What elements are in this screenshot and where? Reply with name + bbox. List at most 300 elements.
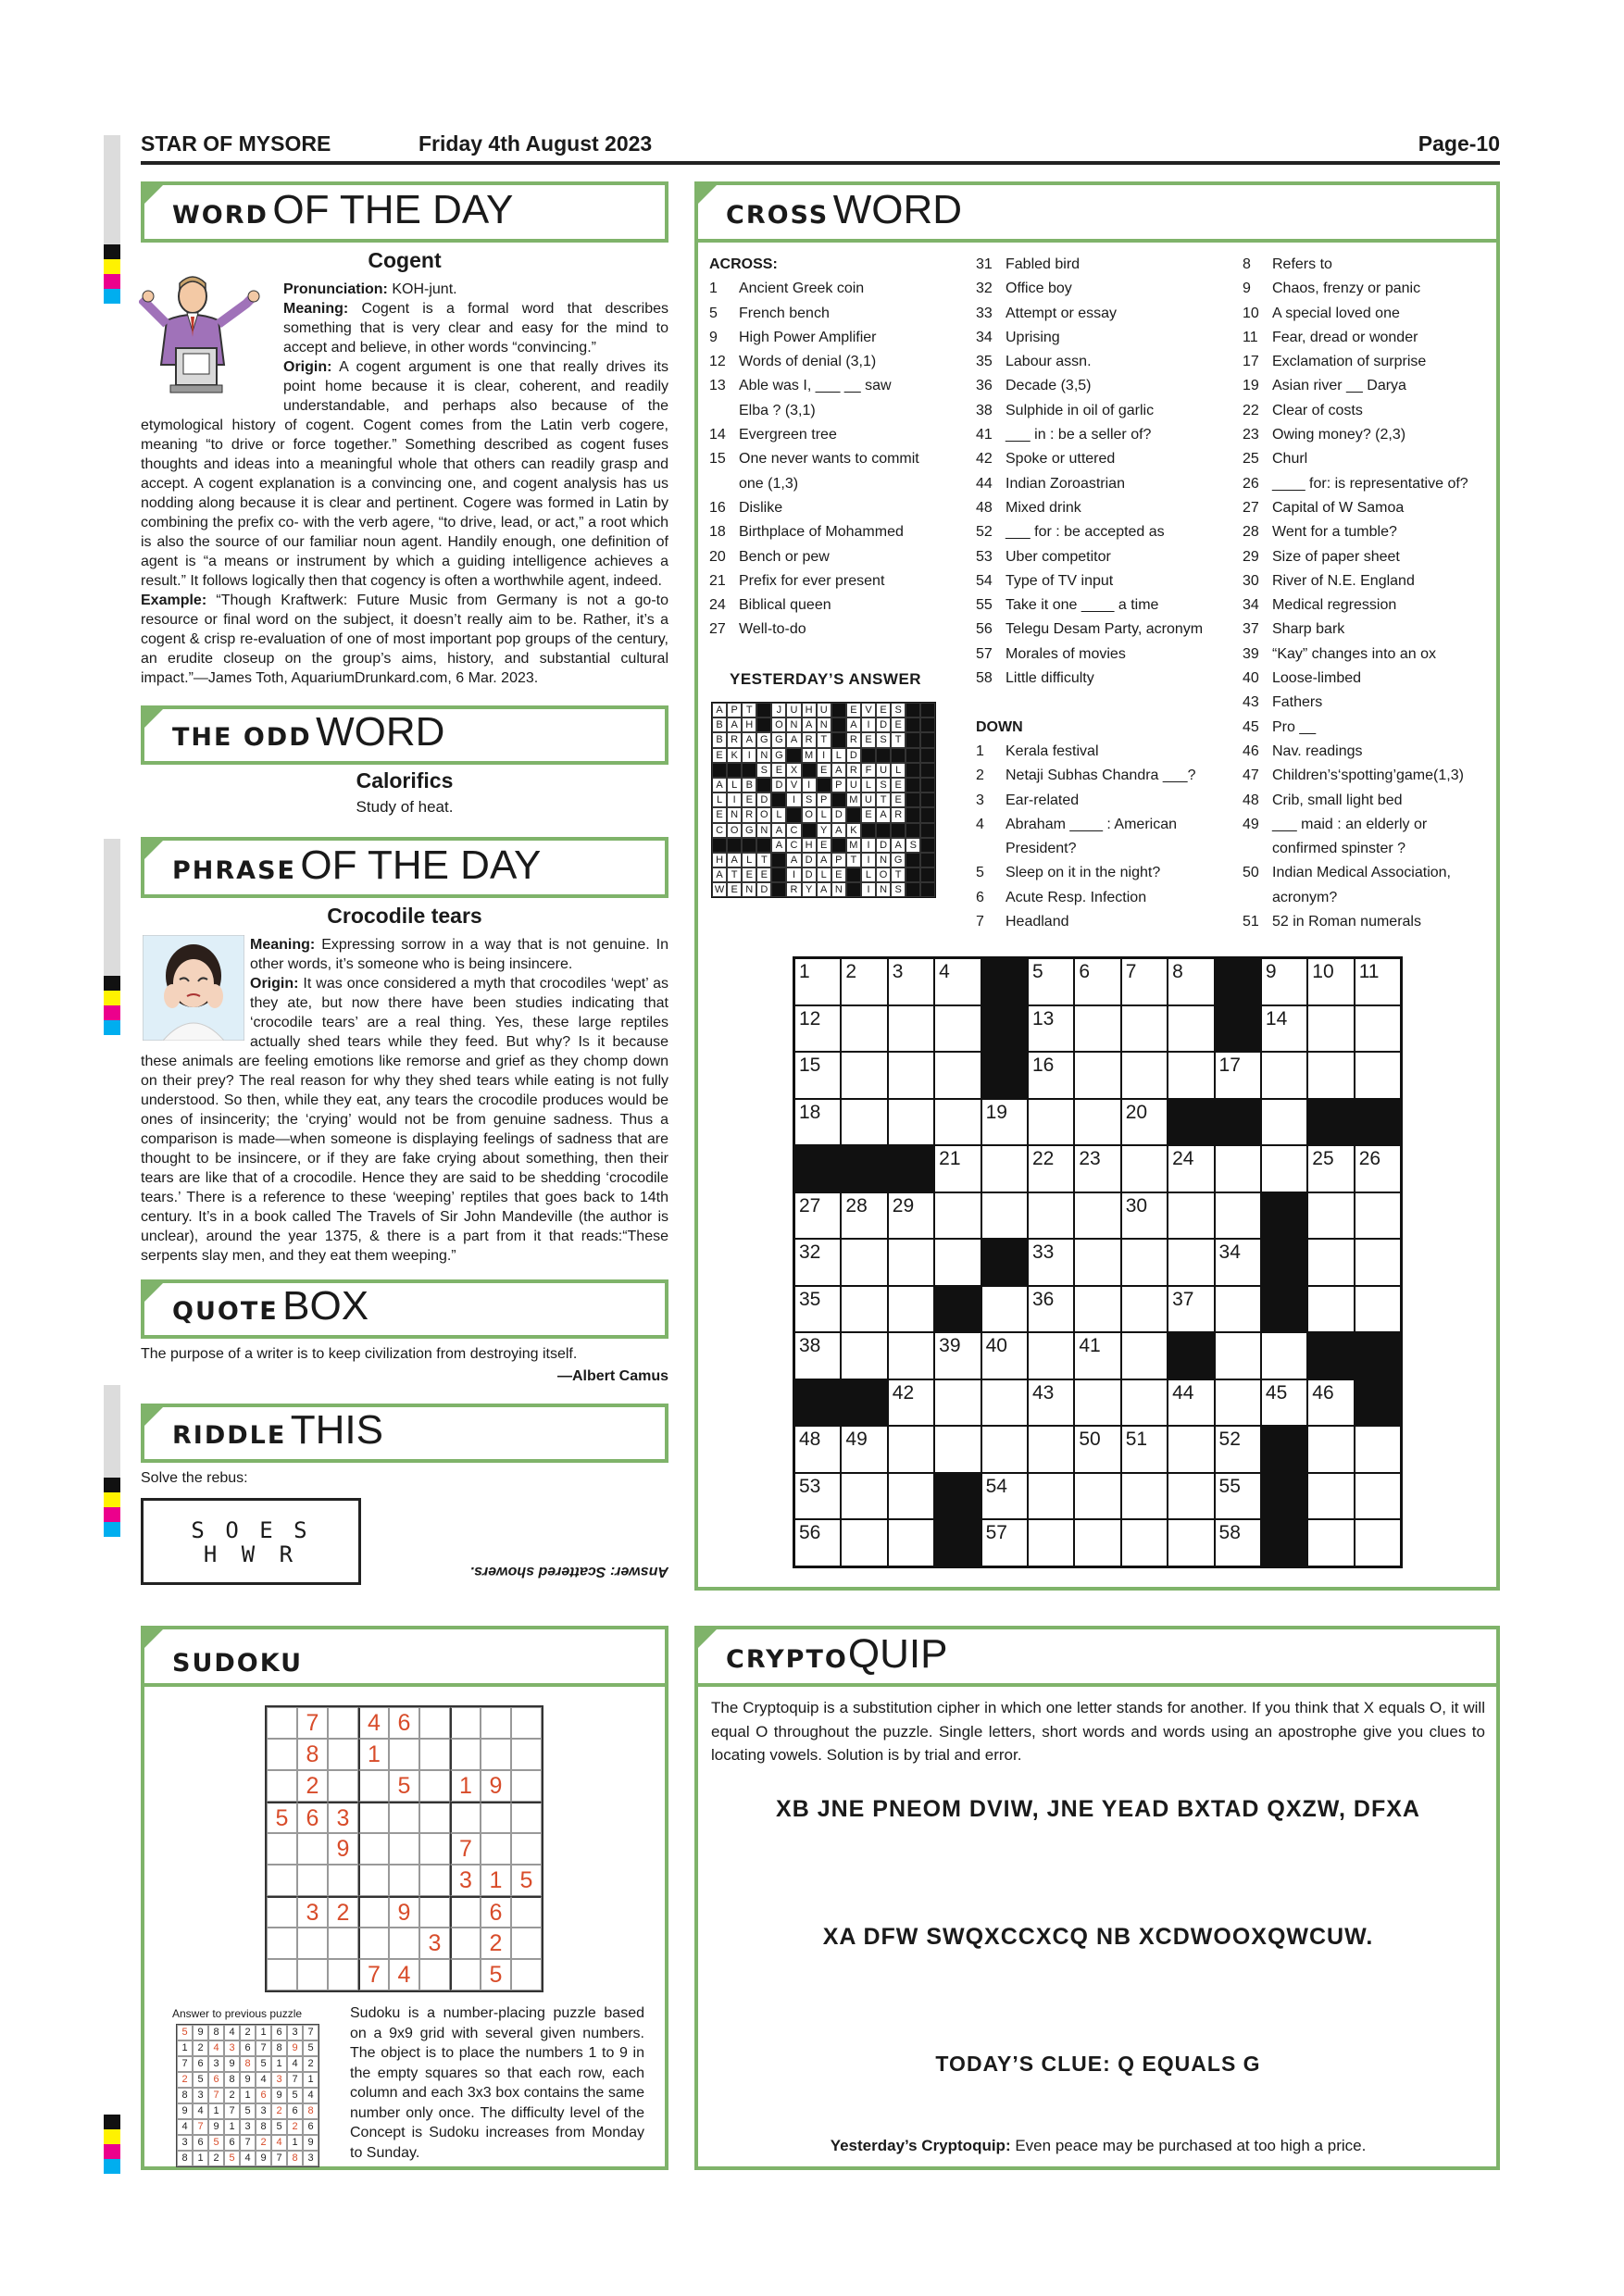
cell-number: 53 [799, 1475, 821, 1497]
sudoku-empty-cell[interactable] [419, 1770, 450, 1802]
clue-row [709, 399, 968, 423]
answer-cell: R [891, 807, 906, 822]
sudoku-empty-cell[interactable] [389, 1802, 419, 1833]
crossword-grid[interactable] [793, 956, 1403, 1568]
crossword-cell[interactable] [1307, 1005, 1354, 1053]
cell-number: 55 [1218, 1475, 1241, 1497]
crossword-cell[interactable] [1355, 1426, 1401, 1473]
crossword-cell[interactable] [841, 1192, 887, 1240]
crossword-cell[interactable] [1074, 1379, 1120, 1427]
sudoku-empty-cell[interactable] [297, 1959, 328, 1990]
clue-text: President? [1006, 841, 1077, 857]
crossword-cell[interactable] [1355, 1005, 1401, 1053]
sudoku-empty-cell[interactable] [450, 1959, 481, 1990]
crossword-cell[interactable] [1028, 1332, 1074, 1379]
black-square [920, 732, 935, 747]
answer-cell: E [817, 838, 831, 853]
crossword-cell[interactable] [1168, 1286, 1214, 1333]
black-square [786, 807, 801, 822]
crossword-cell[interactable] [1215, 1379, 1261, 1427]
crossword-cell[interactable] [934, 1379, 981, 1427]
crossword-cell[interactable] [794, 1192, 841, 1240]
black-square [817, 778, 831, 792]
crossword-cell[interactable] [841, 1239, 887, 1286]
sudoku-empty-cell[interactable] [481, 1802, 511, 1833]
crossword-cell[interactable] [1074, 1239, 1120, 1286]
sudoku-grid[interactable] [265, 1705, 543, 1992]
previous-answer-cell: 7 [303, 2025, 319, 2040]
crossword-cell[interactable] [888, 1379, 934, 1427]
sudoku-empty-cell[interactable] [419, 1707, 450, 1739]
crossword-cell[interactable] [1168, 1239, 1214, 1286]
crossword-cell[interactable] [1261, 1052, 1307, 1099]
crossword-cell[interactable] [888, 1052, 934, 1099]
crossword-cell[interactable] [1168, 1145, 1214, 1192]
answer-cell: A [831, 763, 846, 778]
sudoku-empty-cell[interactable] [267, 1770, 297, 1802]
sudoku-empty-cell[interactable] [297, 1865, 328, 1896]
answer-cell: D [771, 778, 786, 792]
crossword-cell[interactable] [1261, 1099, 1307, 1146]
sudoku-empty-cell[interactable] [267, 1896, 297, 1928]
crossword-cell[interactable] [1074, 1052, 1120, 1099]
sudoku-given-cell: 4 [358, 1707, 389, 1739]
sudoku-empty-cell[interactable] [358, 1928, 389, 1959]
cell-number: 7 [1125, 961, 1137, 982]
crossword-cell[interactable] [794, 1426, 841, 1473]
clue-row [1243, 302, 1493, 326]
crossword-cell[interactable] [1168, 1005, 1214, 1053]
crossword-cell[interactable] [841, 958, 887, 1005]
crossword-cell[interactable] [934, 1005, 981, 1053]
crossword-cell[interactable] [1307, 1239, 1354, 1286]
crossword-cell[interactable] [1121, 1332, 1168, 1379]
clue-text: Uprising [1006, 329, 1060, 345]
clue-text: Netaji Subhas Chandra ___? [1006, 767, 1196, 784]
clue-text: Acute Resp. Infection [1006, 889, 1147, 905]
crossword-cell[interactable] [1355, 1473, 1401, 1520]
crossword-cell[interactable] [1355, 1286, 1401, 1333]
cryptoquip-title-box [694, 1626, 1500, 1687]
clue-number: 35 [976, 354, 993, 370]
sudoku-empty-cell[interactable] [419, 1865, 450, 1896]
previous-answer-cell: 6 [271, 2025, 287, 2040]
crossword-cell[interactable] [888, 1332, 934, 1379]
crossword-cell[interactable] [1121, 1192, 1168, 1240]
crossword-cell[interactable] [1168, 1426, 1214, 1473]
crossword-cell[interactable] [1028, 1426, 1074, 1473]
crossword-cell[interactable] [888, 1192, 934, 1240]
sudoku-empty-cell[interactable] [267, 1739, 297, 1770]
clue-number: 36 [976, 378, 993, 394]
crossword-cell[interactable] [1121, 1145, 1168, 1192]
crossword-cell[interactable] [981, 1286, 1028, 1333]
meaning-label: Meaning: [283, 301, 349, 317]
crossword-cell[interactable] [1261, 1145, 1307, 1192]
clue-text: Capital of W Samoa [1272, 499, 1405, 516]
sudoku-empty-cell[interactable] [328, 1865, 358, 1896]
crossword-cell[interactable] [934, 1426, 981, 1473]
crossword-cell[interactable] [794, 1239, 841, 1286]
sudoku-empty-cell[interactable] [267, 1833, 297, 1865]
crossword-cell[interactable] [1215, 1145, 1261, 1192]
crossword-cell[interactable] [1121, 1099, 1168, 1146]
sudoku-empty-cell[interactable] [297, 1833, 328, 1865]
sudoku-empty-cell[interactable] [267, 1865, 297, 1896]
crossword-cell[interactable] [888, 1005, 934, 1053]
answer-cell: N [817, 718, 831, 732]
crossword-cell[interactable] [1074, 1473, 1120, 1520]
clue-row [1243, 618, 1493, 642]
crossword-cell[interactable] [1168, 1052, 1214, 1099]
black-square [891, 748, 906, 763]
crossword-cell[interactable] [1307, 1519, 1354, 1566]
section-title-small: WORD [172, 201, 269, 230]
answer-cell: A [817, 882, 831, 897]
crossword-cell[interactable] [1355, 1519, 1401, 1566]
sudoku-empty-cell[interactable] [511, 1928, 542, 1959]
answer-cell: L [742, 853, 756, 867]
sudoku-empty-cell[interactable] [328, 1928, 358, 1959]
sudoku-empty-cell[interactable] [389, 1928, 419, 1959]
crossword-cell[interactable] [1261, 1332, 1307, 1379]
clue-number [709, 472, 739, 496]
crossword-cell[interactable] [1074, 1192, 1120, 1240]
sudoku-empty-cell[interactable] [358, 1833, 389, 1865]
black-square [934, 1286, 981, 1333]
section-title-small: SUDOKU [172, 1649, 304, 1678]
answer-cell: T [742, 703, 756, 718]
crossword-cell[interactable] [1215, 1286, 1261, 1333]
answer-cell: M [846, 838, 861, 853]
crossword-cell[interactable] [841, 1426, 887, 1473]
sudoku-empty-cell[interactable] [267, 1707, 297, 1739]
crossword-cell[interactable] [888, 1426, 934, 1473]
crossword-cell[interactable] [1028, 958, 1074, 1005]
clue-row [709, 569, 968, 593]
crossword-cell[interactable] [1028, 1192, 1074, 1240]
crossword-cell[interactable] [1355, 1052, 1401, 1099]
cell-number: 37 [1172, 1288, 1194, 1310]
cell-number: 48 [799, 1429, 821, 1450]
sudoku-empty-cell[interactable] [328, 1739, 358, 1770]
crossword-cell[interactable] [1028, 1099, 1074, 1146]
answer-cell: P [831, 853, 846, 867]
sudoku-empty-cell[interactable] [419, 1959, 450, 1990]
sudoku-empty-cell[interactable] [328, 1770, 358, 1802]
margin-strip [104, 135, 120, 244]
riddle-title-box [141, 1404, 668, 1463]
sudoku-empty-cell[interactable] [450, 1739, 481, 1770]
section-title-small: PHRASE [172, 856, 296, 885]
crossword-cell[interactable] [1307, 1379, 1354, 1427]
black-square [727, 838, 742, 853]
crossword-cell[interactable] [841, 1286, 887, 1333]
crossword-cell[interactable] [981, 1519, 1028, 1566]
crossword-cell[interactable] [794, 1005, 841, 1053]
sudoku-empty-cell[interactable] [511, 1770, 542, 1802]
origin-label: Origin: [250, 976, 299, 992]
clue-number: 27 [1243, 499, 1259, 516]
clue-text: Owing money? (2,3) [1272, 427, 1406, 443]
crossword-cell[interactable] [794, 1473, 841, 1520]
answer-cell: N [876, 853, 891, 867]
previous-answer-cell: 2 [287, 2119, 303, 2135]
crossword-cell[interactable] [1168, 1379, 1214, 1427]
crossword-cell[interactable] [1074, 1426, 1120, 1473]
crossword-cell[interactable] [934, 1145, 981, 1192]
crossword-cell[interactable] [841, 1099, 887, 1146]
crossword-cell[interactable] [794, 1519, 841, 1566]
answer-cell: L [727, 778, 742, 792]
crossword-cell[interactable] [1168, 1473, 1214, 1520]
sudoku-empty-cell[interactable] [328, 1707, 358, 1739]
crossword-cell[interactable] [1355, 1145, 1401, 1192]
crossword-cell[interactable] [794, 1052, 841, 1099]
crossword-cell[interactable] [1261, 958, 1307, 1005]
yesterday-cryptoquip-label: Yesterday’s Cryptoquip: [830, 2137, 1011, 2154]
crossword-cell[interactable] [934, 958, 981, 1005]
crossword-cell[interactable] [1215, 1332, 1261, 1379]
sudoku-empty-cell[interactable] [450, 1707, 481, 1739]
crossword-cell[interactable] [794, 1099, 841, 1146]
crossword-cell[interactable] [1261, 1379, 1307, 1427]
crossword-cell[interactable] [841, 1332, 887, 1379]
crossword-cell[interactable] [1121, 1052, 1168, 1099]
crossword-cell[interactable] [1028, 1239, 1074, 1286]
sudoku-empty-cell[interactable] [389, 1739, 419, 1770]
crossword-cell[interactable] [934, 1192, 981, 1240]
crossword-cell[interactable] [888, 1473, 934, 1520]
crossword-cell[interactable] [981, 1332, 1028, 1379]
crossword-cell[interactable] [1028, 1519, 1074, 1566]
crossword-cell[interactable] [1028, 1145, 1074, 1192]
crossword-cell[interactable] [1307, 1473, 1354, 1520]
crossword-cell[interactable] [1121, 1473, 1168, 1520]
corner-flag [694, 1626, 720, 1652]
crossword-cell[interactable] [794, 1286, 841, 1333]
crossword-cell[interactable] [841, 1005, 887, 1053]
sudoku-empty-cell[interactable] [419, 1802, 450, 1833]
corner-flag [141, 1279, 167, 1305]
crossword-cell[interactable] [1121, 1286, 1168, 1333]
crossword-cell[interactable] [1028, 1005, 1074, 1053]
crossword-cell[interactable] [888, 1239, 934, 1286]
crossword-cell[interactable] [1215, 1473, 1261, 1520]
crossword-cell[interactable] [1215, 1426, 1261, 1473]
crossword-cell[interactable] [1355, 1239, 1401, 1286]
crossword-cell[interactable] [1028, 1473, 1074, 1520]
sudoku-empty-cell[interactable] [511, 1802, 542, 1833]
crossword-cell[interactable] [888, 1099, 934, 1146]
answer-cell: C [712, 823, 727, 838]
crossword-cell[interactable] [934, 1332, 981, 1379]
crossword-cell[interactable] [981, 1379, 1028, 1427]
reg-mark-yellow [104, 259, 120, 274]
crossword-cell[interactable] [794, 958, 841, 1005]
black-square [920, 882, 935, 897]
crossword-cell[interactable] [1307, 958, 1354, 1005]
crossword-cell[interactable] [1074, 1099, 1120, 1146]
clue-row [976, 593, 1235, 618]
crossword-cell[interactable] [1074, 958, 1120, 1005]
answer-cell: D [756, 792, 771, 807]
clue-number: 29 [1243, 548, 1259, 565]
sudoku-empty-cell[interactable] [358, 1865, 389, 1896]
crossword-cell[interactable] [1307, 1052, 1354, 1099]
cell-number: 38 [799, 1335, 821, 1356]
crossword-cell[interactable] [888, 1286, 934, 1333]
crossword-cell[interactable] [1215, 1192, 1261, 1240]
crossword-cell[interactable] [1307, 1145, 1354, 1192]
clue-text: Dislike [739, 499, 783, 516]
answer-cell: L [712, 792, 727, 807]
corner-flag [141, 837, 167, 863]
sudoku-empty-cell[interactable] [389, 1833, 419, 1865]
answer-cell: L [831, 748, 846, 763]
crossword-cell[interactable] [1121, 1379, 1168, 1427]
crossword-cell[interactable] [1307, 1286, 1354, 1333]
answer-cell: A [786, 732, 801, 747]
crossword-cell[interactable] [841, 1473, 887, 1520]
crossword-cell[interactable] [1074, 1519, 1120, 1566]
crossword-cell[interactable] [1355, 958, 1401, 1005]
crossword-cell[interactable] [1168, 1519, 1214, 1566]
black-square [771, 882, 786, 897]
crossword-cell[interactable] [1121, 1519, 1168, 1566]
crossword-cell[interactable] [1028, 1379, 1074, 1427]
crossword-cell[interactable] [794, 1332, 841, 1379]
crossword-cell[interactable] [1215, 1239, 1261, 1286]
answer-cell: E [891, 792, 906, 807]
answer-cell: A [712, 867, 727, 882]
sudoku-empty-cell[interactable] [511, 1707, 542, 1739]
crossword-cell[interactable] [1215, 1519, 1261, 1566]
sudoku-empty-cell[interactable] [419, 1739, 450, 1770]
crossword-cell[interactable] [1307, 1426, 1354, 1473]
clue-row [976, 520, 1235, 544]
sudoku-empty-cell[interactable] [419, 1833, 450, 1865]
sudoku-empty-cell[interactable] [481, 1707, 511, 1739]
previous-answer-cell: 3 [224, 2040, 240, 2056]
crossword-cell[interactable] [1121, 1426, 1168, 1473]
black-square [771, 867, 786, 882]
black-square [841, 1145, 887, 1192]
crossword-cell[interactable] [841, 1519, 887, 1566]
crossword-cell[interactable] [934, 1099, 981, 1146]
crossword-cell[interactable] [841, 1052, 887, 1099]
sudoku-empty-cell[interactable] [450, 1802, 481, 1833]
clue-number: 8 [1243, 256, 1251, 272]
clue-row [1243, 545, 1493, 569]
sudoku-empty-cell[interactable] [511, 1739, 542, 1770]
sudoku-empty-cell[interactable] [511, 1833, 542, 1865]
answer-cell: A [712, 778, 727, 792]
crossword-cell[interactable] [1028, 1286, 1074, 1333]
sudoku-empty-cell[interactable] [297, 1928, 328, 1959]
crossword-cell[interactable] [934, 1239, 981, 1286]
crossword-cell[interactable] [1307, 1192, 1354, 1240]
sudoku-empty-cell[interactable] [267, 1959, 297, 1990]
clue-text: Morales of movies [1006, 645, 1126, 662]
sudoku-empty-cell[interactable] [358, 1802, 389, 1833]
sudoku-empty-cell[interactable] [419, 1896, 450, 1928]
answer-cell: S [906, 838, 920, 853]
answer-cell: K [727, 748, 742, 763]
sudoku-empty-cell[interactable] [358, 1770, 389, 1802]
crossword-cell[interactable] [1168, 958, 1214, 1005]
crossword-cell[interactable] [1074, 1286, 1120, 1333]
clue-number: 52 [976, 524, 993, 541]
sudoku-empty-cell[interactable] [481, 1833, 511, 1865]
crossword-cell[interactable] [1074, 1332, 1120, 1379]
black-square [1215, 1099, 1261, 1146]
crossword-cell[interactable] [1074, 1005, 1120, 1053]
crossword-cell[interactable] [934, 1052, 981, 1099]
clue-number: 7 [976, 914, 984, 930]
sudoku-empty-cell[interactable] [511, 1959, 542, 1990]
sudoku-given-cell: 9 [328, 1833, 358, 1865]
sudoku-given-cell: 8 [297, 1739, 328, 1770]
answer-cell: B [712, 732, 727, 747]
crossword-cell[interactable] [1121, 958, 1168, 1005]
sudoku-empty-cell[interactable] [267, 1928, 297, 1959]
sudoku-given-cell: 3 [328, 1802, 358, 1833]
crossword-cell[interactable] [981, 1192, 1028, 1240]
clue-row [709, 545, 968, 569]
crossword-cell[interactable] [1355, 1192, 1401, 1240]
sudoku-empty-cell[interactable] [389, 1865, 419, 1896]
crossword-cell[interactable] [1121, 1239, 1168, 1286]
clue-number [976, 837, 1006, 861]
crossword-cell[interactable] [981, 1145, 1028, 1192]
sudoku-empty-cell[interactable] [358, 1896, 389, 1928]
clue-number: 10 [1243, 305, 1259, 321]
answer-cell: R [742, 807, 756, 822]
sudoku-given-cell: 7 [297, 1707, 328, 1739]
clue-number: 48 [976, 499, 993, 516]
section-title [172, 709, 444, 755]
sudoku-empty-cell[interactable] [481, 1739, 511, 1770]
rebus-top: S O E S [191, 1517, 311, 1543]
crossword-cell[interactable] [1074, 1145, 1120, 1192]
crossword-cell[interactable] [981, 1426, 1028, 1473]
sudoku-empty-cell[interactable] [328, 1959, 358, 1990]
sudoku-empty-cell[interactable] [511, 1896, 542, 1928]
previous-answer-cell: 4 [287, 2056, 303, 2072]
sudoku-empty-cell[interactable] [450, 1928, 481, 1959]
crossword-cell[interactable] [1028, 1052, 1074, 1099]
black-square [920, 807, 935, 822]
crossword-cell[interactable] [888, 958, 934, 1005]
answer-cell: E [742, 792, 756, 807]
clue-number: 32 [976, 281, 993, 297]
sudoku-empty-cell[interactable] [450, 1896, 481, 1928]
crossword-cell[interactable] [1215, 1052, 1261, 1099]
cell-number: 45 [1265, 1381, 1288, 1404]
clue-text: Well-to-do [739, 621, 806, 638]
cipher-line-2: XA DFW SWQXCCXCQ NB XCDWOOXQWCUW. [822, 1924, 1374, 1950]
crossword-cell[interactable] [888, 1519, 934, 1566]
black-square [1355, 1379, 1401, 1427]
crossword-cell[interactable] [1168, 1192, 1214, 1240]
cell-number: 56 [799, 1522, 821, 1543]
crossword-cell[interactable] [981, 1473, 1028, 1520]
crossword-cell[interactable] [981, 1099, 1028, 1146]
crossword-cell[interactable] [1261, 1005, 1307, 1053]
crossword-cell[interactable] [1121, 1005, 1168, 1053]
clue-row [976, 350, 1235, 374]
